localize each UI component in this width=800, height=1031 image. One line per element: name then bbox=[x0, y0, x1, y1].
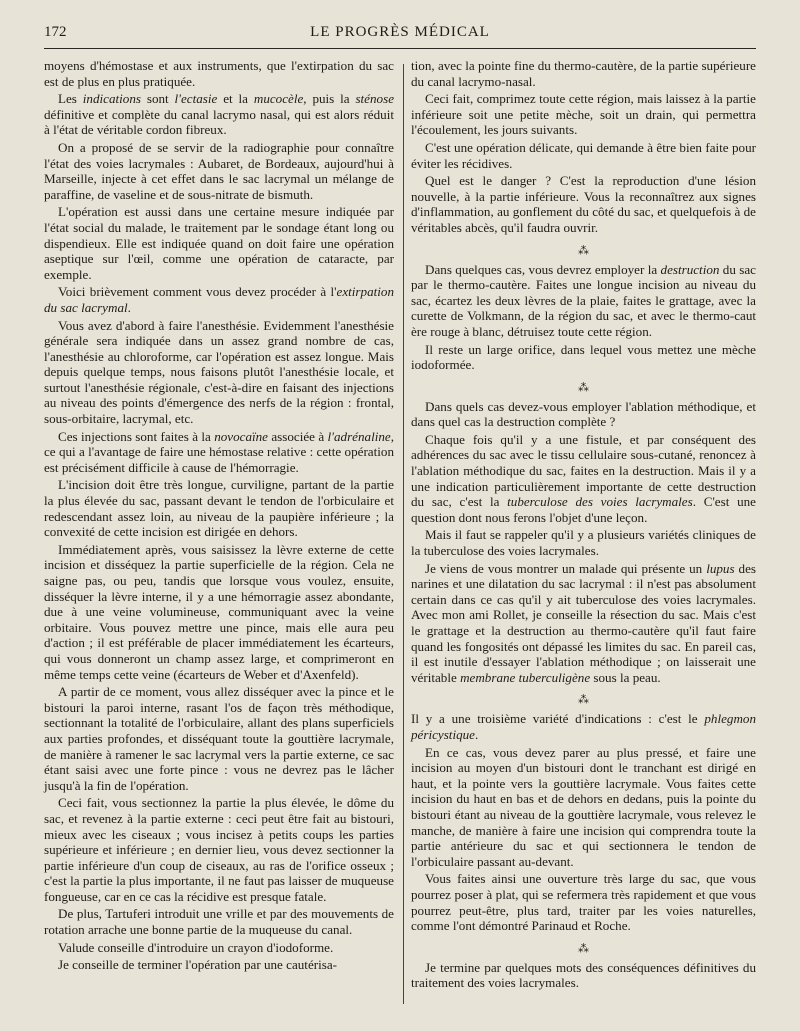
column-rule bbox=[403, 64, 404, 1004]
section-separator: ⁂ bbox=[578, 694, 589, 707]
paragraph: Voici brièvement comment vous devez procéder à l'extirpation du sac lacrymal. bbox=[44, 284, 394, 315]
section-separator: ⁂ bbox=[578, 381, 589, 394]
paragraph: Ces injections sont faites à la novocaïne associée à l'adrénaline, ce qui a l'avantage de faire une hémostase relative : cette opération est précisément difficile à cause de l'hémorragie. bbox=[44, 428, 394, 475]
running-header bbox=[44, 20, 756, 49]
paragraph: Valude conseille d'introduire un crayon d'iodoforme. bbox=[58, 939, 334, 955]
paragraph: L'opération est aussi dans une certaine mesure indiquée par l'état social du malade, le traitement par le sondage étant long ou dispendieux. Elle est indiquée quand on doit faire une opération aseptique sur l'œil, comme une opération de cataracte, par exemple. bbox=[44, 204, 394, 282]
paragraph: Vous avez d'abord à faire l'anesthésie. Evidemment l'anesthésie générale sera indiquée dans un assez grand nombre de cas, l'anesthésie au chloroforme, car l'opération est assez longue. Mais depuis quelque temps, nous faisons plutôt l'anesthésie locale, et surtout l'anesthésie régionale, c'est-à-dire en faisant des injections au niveau des points d'émergence des nerfs de la région : frontal, sous-orbitaire, lacrymal, etc. bbox=[44, 317, 394, 427]
paragraph: Ceci fait, vous sectionnez la partie la plus élevée, le dôme du sac, et revenez à la partie externe : ceci peut être fait au bistouri, mieux avec les ciseaux ; vous incisez à petits coups les parties supérieure et inférieure ; en dernier lieu, vous devez sectionner la partie inférieure d'un coup de ciseaux, au ras de l'orifice osseux ; c'est la partie la plus importante, il ne faut pas laisser de muqueuse fongueuse, car en ce cas la récidive est presque fatale. bbox=[44, 795, 394, 904]
right-column bbox=[411, 58, 756, 993]
paragraph: Mais il faut se rappeler qu'il y a plusieurs variétés cliniques de la tuberculose des voies lacrymales. bbox=[411, 527, 756, 559]
paragraph: Vous faites ainsi une ouverture très large du sac, que vous pourrez poser à plat, qui se refermera très rapidement et que vous pourrez peut-être, plus tard, traiter par les voies naturelles, comme l'ont démontré Parinaud et Roche. bbox=[411, 871, 756, 934]
paragraph: Il y a une troisième variété d'indications : c'est le phlegmon péricystique. bbox=[411, 711, 756, 742]
paragraph: Les indications sont l'ectasie et la mucocèle, puis la sténose définitive et complète du canal lacrymo nasal, qui est alors réduit à l'état de véritable cordon fibreux. bbox=[44, 91, 394, 138]
paragraph: Dans quels cas devez-vous employer l'ablation méthodique, et dans quel cas la destruction complète ? bbox=[411, 398, 756, 430]
section-separator: ⁂ bbox=[578, 244, 589, 257]
paragraph: En ce cas, vous devez parer au plus pressé, et faire une incision au moyen d'un bistouri dont le tranchant est dirigé en haut, et la pointe vers la gouttière lacrymale. Vous faites cette incision du haut en bas et de dehors en dedans, puis la pointe du bistouri étant au niveau de la gouttière lacrymale, vous relevez le manche, de manière à faire une incision qui comprendra toute la partie antérieure du sac et qui sectionnera le tendon de l'orbiculaire passant au-devant. bbox=[411, 744, 756, 869]
section-separator: ⁂ bbox=[578, 942, 589, 955]
paragraph: Il reste un large orifice, dans lequel vous mettez une mèche iodoformée. bbox=[411, 341, 756, 373]
paragraph: Ceci fait, comprimez toute cette région, mais laissez à la partie inférieure soit une petite mèche, soit un drain, qui permettra l'écoulement, les jours suivants. bbox=[411, 91, 756, 138]
paragraph: C'est une opération délicate, qui demande à être bien faite pour éviter les récidives. bbox=[411, 139, 756, 171]
paragraph: Quel est le danger ? C'est la reproduction d'une lésion nouvelle, à la partie inférieure. Vous la reconnaîtrez aux signes d'inflammation, au gonflement du côté du sac, et quelquefois à de véritables abcès, qu'il faudra ouvrir. bbox=[411, 173, 756, 235]
paragraph: L'incision doit être très longue, curviligne, partant de la partie la plus élevée du sac, passant devant le tendon de l'orbiculaire et redescendant assez loin, au niveau de la paupière inférieure ; la convexité de cette incision est dirigée en dehors. bbox=[44, 477, 394, 540]
paragraph: moyens d'hémostase et aux instruments, que l'extirpation du sac est de plus en plus pratiquée. bbox=[44, 58, 394, 89]
paragraph: Je conseille de terminer l'opération par une cautérisa- bbox=[58, 957, 338, 973]
paragraph: tion, avec la pointe fine du thermo-cautère, de la partie supérieure du canal lacrymo-nasal. bbox=[411, 58, 756, 89]
left-column bbox=[44, 58, 394, 975]
page-number: 172 bbox=[44, 24, 67, 40]
paragraph: Chaque fois qu'il y a une fistule, et par conséquent des adhérences du sac avec le tissu cellulaire sous-cutané, renoncez à l'ablation méthodique du sac, faites en la destruction. Mais il y a une indication particulièrement importante de cette destruction du sac, c'est la tuberculose des voies lacrymales. C'est une question dont nous ferons l'objet d'une leçon. bbox=[411, 431, 756, 525]
paragraph: Dans quelques cas, vous devrez employer la destruction du sac par le thermo-cautère. Faites une longue incision au niveau du sac, écartez les deux lèvres de la plaie, faites le grattage, avec la curette de Volkmann, de la région du sac, et avec le thermo-caut ère rouge à blanc, détruisez toute cette région. bbox=[411, 261, 756, 339]
journal-title: LE PROGRÈS MÉDICAL bbox=[310, 24, 490, 40]
paragraph: Je viens de vous montrer un malade qui présente un lupus des narines et une dilatation du sac lacrymal : il n'est pas absolument certain dans ce cas qu'il y ait tuberculose des voies lacrymales. Avec mon ami Rollet, je conseille la résection du sac. Mais c'est le grattage et la destruction au thermo-cautère qu'il faut faire quand les fongosités ont dépassé les limites du sac. En pareil cas, il est inutile d'essayer l'ablation méthodique ; on laisserait une véritable membrane tuberculigène sous la peau. bbox=[411, 560, 756, 685]
paragraph: On a proposé de se servir de la radiographie pour connaître l'état des voies lacrymales : Aubaret, de Bordeaux, aujourd'hui à Marseille, injecte à cet effet dans le sac lacrymal un mélange de paraffine, de vaseline et de sous-nitrate de bismuth. bbox=[44, 139, 394, 202]
paragraph: A partir de ce moment, vous allez disséquer avec la pince et le bistouri la paroi interne, rasant l'os de façon très méthodique, sectionnant la totalité de l'orbiculaire, allant des plans superficiels aux parties profondes, et disséquant toute la gouttière lacrymale, de manière à ramener le sac lacrymal vers la partie externe, ce sac étant saisi avec une forte pince : vous ne devrez pas le lâcher jusqu'à la fin de l'opération. bbox=[44, 684, 394, 793]
paragraph: De plus, Tartuferi introduit une vrille et par des mouvements de rotation arrache une bonne partie de la muqueuse du canal. bbox=[44, 906, 394, 938]
paragraph: Je termine par quelques mots des conséquences définitives du traitement des voies lacrymales. bbox=[411, 959, 756, 991]
paragraph: Immédiatement après, vous saisissez la lèvre externe de cette incision et disséquez la partie superficielle de la région. Cela ne saigne pas, ou peu, tandis que lorsque vous voulez, ensuite, disséquer la lèvre interne, il y a une hémorragie assez abondante, due à une veine volumineuse, communiquant avec la veine orbitaire. Vous pouvez mettre une pince, mais elle aura peu d'action ; il est préférable de placer immédiatement les écarteurs, qui vous donneront un champ assez large, et comprimeront en même temps cette veine (écarteurs de Weber et d'Axenfeld). bbox=[44, 541, 394, 682]
